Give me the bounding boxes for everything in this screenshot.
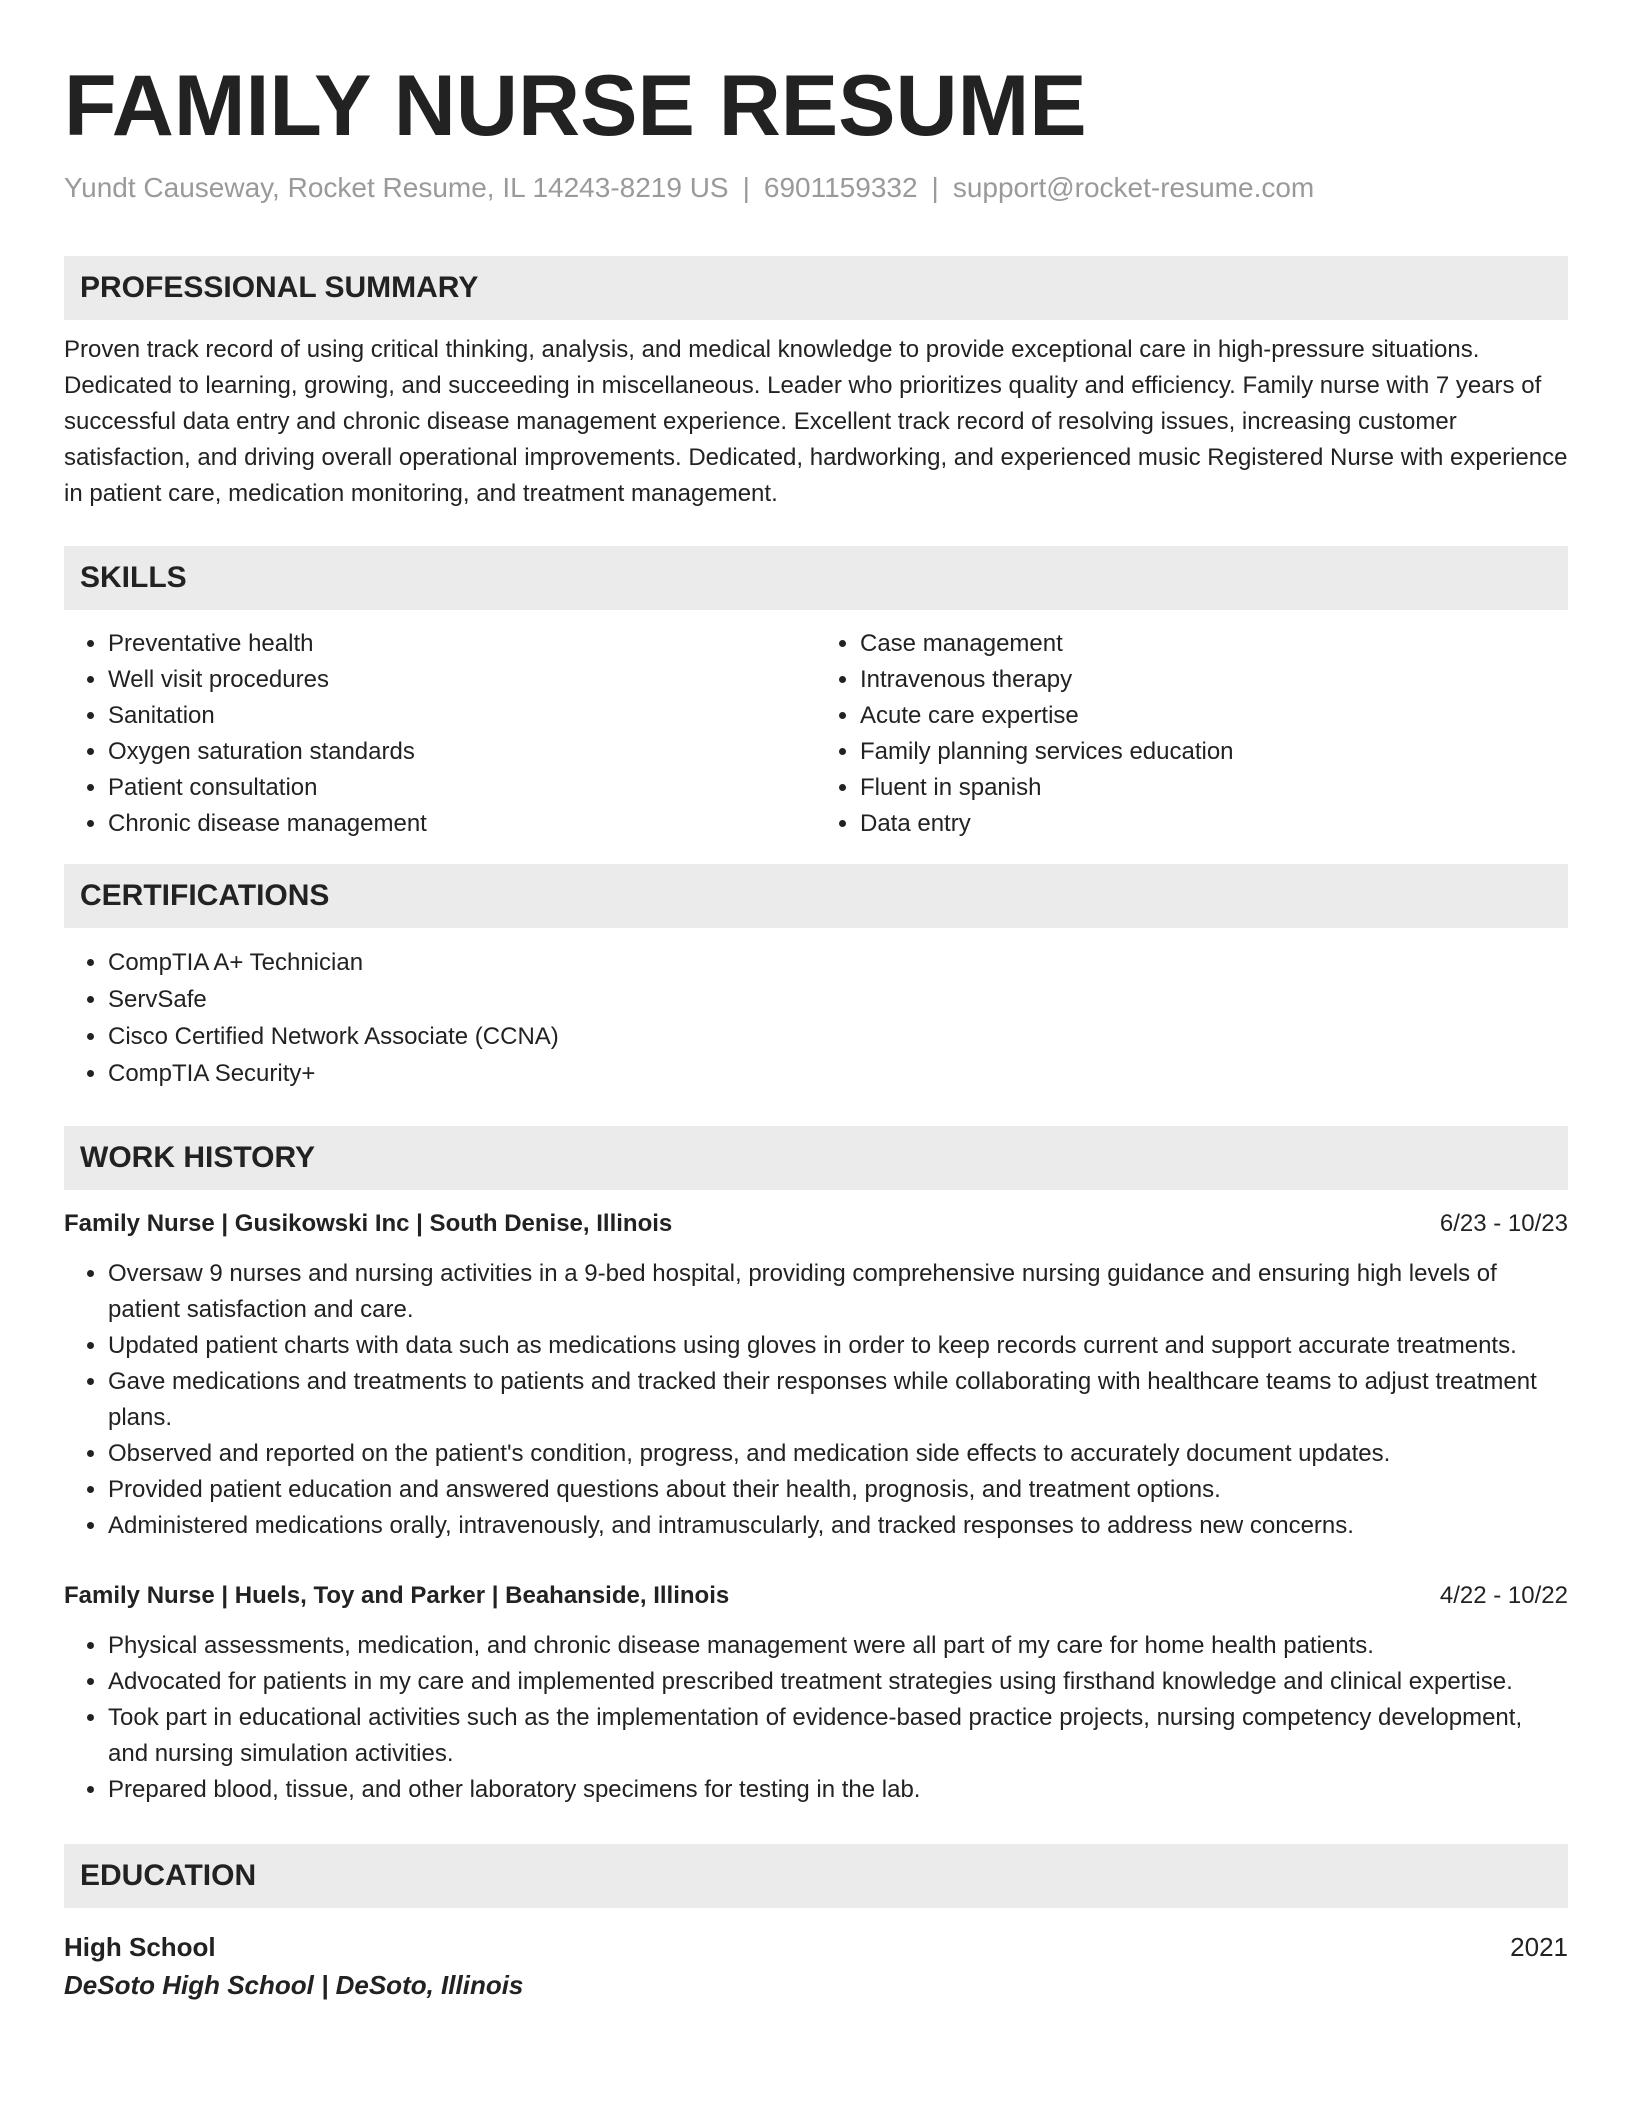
section-heading-work-history: WORK HISTORY — [64, 1126, 1568, 1190]
skill-item: • Patient consultation — [108, 770, 816, 806]
job-bullet: • Provided patient education and answered questions about their health, prognosis, and treatment options. — [108, 1472, 1568, 1508]
skill-item: • Case management — [860, 626, 1568, 662]
skill-item: • Intravenous therapy — [860, 662, 1568, 698]
skill-item: • Family planning services education — [860, 734, 1568, 770]
contact-separator: | — [742, 172, 750, 203]
section-heading-education: EDUCATION — [64, 1844, 1568, 1908]
skill-item: • Acute care expertise — [860, 698, 1568, 734]
job-entry — [64, 1206, 1568, 1544]
skill-item: • Chronic disease management — [108, 806, 816, 842]
job-bullet: • Administered medications orally, intravenously, and intramuscularly, and tracked responses to address new concerns. — [108, 1508, 1568, 1544]
job-bullet: • Updated patient charts with data such as medications using gloves in order to keep records current and support accurate treatments. — [108, 1328, 1568, 1364]
job-dates: 6/23 - 10/23 — [1439, 1210, 1568, 1237]
job-bullets — [64, 1628, 1568, 1808]
job-bullet: • Took part in educational activities such as the implementation of evidence-based practice projects, nursing competency development, and nursing simulation activities. — [108, 1700, 1568, 1772]
address: Yundt Causeway, Rocket Resume, IL 14243-8219 US — [64, 172, 729, 203]
skill-item: • Preventative health — [108, 626, 816, 662]
email: support@rocket-resume.com — [952, 172, 1315, 203]
job-bullet: • Prepared blood, tissue, and other laboratory specimens for testing in the lab. — [108, 1772, 1568, 1808]
contact-separator: | — [931, 172, 939, 203]
education-year: 2021 — [1510, 1932, 1568, 1962]
job-dates: 4/22 - 10/22 — [1439, 1582, 1568, 1609]
skills-columns — [64, 626, 1568, 842]
job-bullet: • Gave medications and treatments to patients and tracked their responses while collaborating with healthcare teams to adjust treatment plans. — [108, 1364, 1568, 1436]
skills-list-left — [64, 626, 816, 842]
job-title: Family Nurse | Gusikowski Inc | South Denise, Illinois — [64, 1210, 673, 1237]
summary-text: Proven track record of using critical thinking, analysis, and medical knowledge to provide exceptional care in high-pressure situations. Dedicated to learning, growing, and succeeding in miscellaneous. Leader who prioritizes quality and efficiency. Family nurse with 7 years of successful data entry and chronic disease management experience. Excellent track record of resolving issues, increasing customer satisfaction, and driving overall operational improvements. Dedicated, hardworking, and experienced music Registered Nurse with experience in patient care, medication monitoring, and treatment management. — [64, 336, 1568, 507]
job-bullet: • Observed and reported on the patient's condition, progress, and medication side effects to accurately document updates. — [108, 1436, 1568, 1472]
certifications-list — [64, 944, 1568, 1092]
education-header — [64, 1928, 1568, 1966]
job-bullet: • Advocated for patients in my care and implemented prescribed treatment strategies using firsthand knowledge and clinical expertise. — [108, 1664, 1568, 1700]
skills-column-left — [64, 626, 816, 842]
phone: 6901159332 — [763, 172, 918, 203]
section-heading-skills: SKILLS — [64, 546, 1568, 610]
job-entry — [64, 1578, 1568, 1808]
skill-item: • Data entry — [860, 806, 1568, 842]
skills-list-right — [816, 626, 1568, 842]
certification-item: • ServSafe — [108, 981, 1568, 1018]
contact-line — [64, 170, 1568, 206]
job-bullet: • Physical assessments, medication, and chronic disease management were all part of my care for home health patients. — [108, 1628, 1568, 1664]
certification-item: • CompTIA Security+ — [108, 1055, 1568, 1092]
job-title: Family Nurse | Huels, Toy and Parker | Beahanside, Illinois — [64, 1582, 730, 1609]
certification-item: • CompTIA A+ Technician — [108, 944, 1568, 981]
resume-title: FAMILY NURSE RESUME — [64, 58, 1087, 154]
skill-item: • Well visit procedures — [108, 662, 816, 698]
certification-item: • Cisco Certified Network Associate (CCNA) — [108, 1018, 1568, 1055]
job-bullets — [64, 1256, 1568, 1544]
education-school: DeSoto High School | DeSoto, Illinois — [64, 1970, 524, 2000]
job-header — [64, 1206, 1568, 1242]
section-heading-summary: PROFESSIONAL SUMMARY — [64, 256, 1568, 320]
education-degree: High School — [64, 1932, 216, 1962]
section-heading-certifications: CERTIFICATIONS — [64, 864, 1568, 928]
job-bullet: • Oversaw 9 nurses and nursing activities in a 9-bed hospital, providing comprehensive nursing guidance and ensuring high levels of patient satisfaction and care. — [108, 1256, 1568, 1328]
skill-item: • Oxygen saturation standards — [108, 734, 816, 770]
skill-item: • Fluent in spanish — [860, 770, 1568, 806]
skill-item: • Sanitation — [108, 698, 816, 734]
skills-column-right — [816, 626, 1568, 842]
job-header — [64, 1578, 1568, 1614]
